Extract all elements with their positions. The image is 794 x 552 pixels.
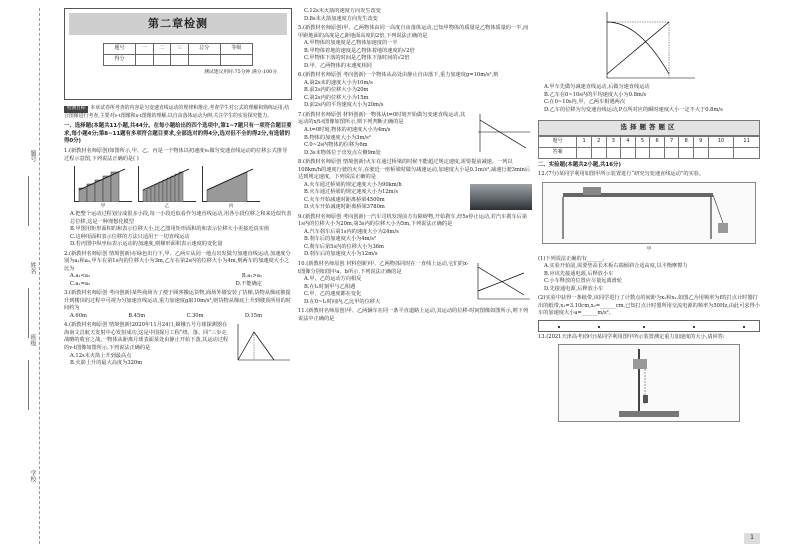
score-cell[interactable] — [188, 54, 220, 65]
q1-option-a[interactable]: A.把整个运动过程划分成很多小段,每一小段近似看作匀速直线运动,用各小段位移之和来近似代表总位移,这是一种理想化模型 — [70, 210, 292, 225]
paper-tape-svg — [539, 321, 759, 333]
margin-label-school: 学校 — [29, 470, 36, 482]
chapter-header — [64, 8, 292, 100]
page-number: 1 — [744, 533, 760, 544]
q7-option-c[interactable]: C.0~2s内物体的位移为6m — [304, 142, 368, 149]
question-9: 9.(新教材名师原创 考向创新)一汽车司机发现前方有障碍物,开始刹车,经5s停止运动,若汽车刹车后第1s内的位移大小为20m,第3s内的位移大小为5m,下列说法正确的是 — [298, 213, 528, 228]
score-header: 三 — [171, 43, 189, 54]
score-cell[interactable] — [136, 54, 154, 65]
q8-option-b[interactable]: B.火车通过桥梁的规定速度大小为12m/s — [304, 189, 399, 196]
answer-cell[interactable] — [591, 147, 606, 158]
score-header: 一 — [136, 43, 154, 54]
q11-option-a[interactable]: A.甲车先做匀减速直线运动,后做匀速直线运动 — [544, 84, 650, 90]
train-bridge-photo — [470, 184, 532, 210]
margin-label-name: 姓名 — [29, 262, 36, 274]
q8-option-c[interactable]: C.火车开始减速时距离桥梁4500m — [304, 196, 385, 203]
section-1-title: 一、选择题(本题共11小题,共44分。在每小题给出的四个选项中,第1~7题只有一项符合题目要求,每小题4分;第8~11题有多项符合题目要求,全部选对的得4分,选对但不全的得2分,有选错的得0分) — [64, 122, 292, 145]
answer-header: 1 — [577, 136, 592, 147]
answer-cell[interactable] — [679, 147, 694, 158]
q8-option-a[interactable]: A.火车通过桥梁的规定速度大小为90km/h — [304, 181, 402, 188]
answer-cell[interactable] — [621, 147, 636, 158]
q4-option-b[interactable]: B.火箭上升的最大高度为320m — [70, 360, 143, 367]
answer-cell[interactable] — [664, 147, 679, 158]
q10-option-b[interactable]: B.在t₁时刻甲与乙相遇 — [304, 283, 356, 290]
question-3: 3.(新教材名师原创 考向创新)某些商场为了便于顾客搬运货物,商场外墙安装了货梯,货物从梯底被提升到楼顶的过程中可视为匀加速直线运动,重力加速度g取10m/s²,则货物从梯底上升到楼顶所用的时间约为 — [64, 290, 291, 312]
answer-table — [538, 136, 760, 159]
q11-xt-graph — [599, 8, 699, 84]
score-row-label: 得分 — [104, 54, 136, 65]
answer-area-title: 选择题答题区 — [538, 120, 760, 135]
intro-text: 本章试卷所考查的内容是匀变速直线运动的规律和推论,考查学生对公式的理解和熟练运用;结合图像进行考查,主要对v-t图像和x-t图像的理解;以自由落体运动为例,关注学生的实验探究能力。 — [64, 105, 290, 119]
q6-option-a[interactable]: A.第2s末的速度大小为10m/s — [304, 79, 373, 86]
q10-option-d[interactable]: D.在0~t₁时间内,乙比甲的位移大 — [304, 298, 381, 305]
q1-option-b[interactable]: B.甲图用矩形面积的和表示位移大小,比乙图用矩形面积的和表示位移大小更接近真实值 — [70, 226, 270, 233]
q10-option-c[interactable]: C.甲、乙的速度都在变化 — [304, 291, 362, 298]
q11-option-d[interactable]: D.乙车的位移为匀变速直线运动,P点所对应的瞬时速度大小一定不大于0.8m/s — [544, 106, 723, 113]
fig-label: 乙 — [164, 204, 170, 210]
q1-option-c[interactable]: C.这种用面积表示位移的方法只适用于一切直线运动 — [70, 233, 190, 240]
time-info: 测试建议用时:75分钟 满分:100分 — [204, 69, 277, 75]
fig-label: 甲 — [100, 204, 106, 210]
q2-option-a[interactable]: A.a₁<a₂ — [70, 273, 91, 280]
question-5: 5.(新教材名师原创)甲、乙两物体由同一高度自由落体运动,已知甲物体的质量是乙物体质量的一半,而甲距地面的高度是乙距地面高度的2倍,下列说法正确的是 — [298, 25, 529, 39]
apparatus-svg — [543, 183, 753, 243]
score-header: 等级 — [220, 43, 252, 54]
score-cell[interactable] — [171, 54, 189, 65]
q4-option-c[interactable]: C.12s末火箭的速度方向发生改变 — [304, 8, 381, 14]
q4-vt-graph — [234, 322, 292, 364]
q12-option-c[interactable]: C.小车释放的位置应尽量远离滑轮 — [544, 278, 623, 285]
score-cell[interactable] — [153, 54, 171, 65]
answer-header: 2 — [591, 136, 606, 147]
q7-graph — [474, 112, 532, 154]
q12-option-d[interactable]: D.先接通电源,后释放小车 — [544, 285, 604, 292]
q3-option-b[interactable]: B.45m — [128, 312, 146, 319]
answer-row-label: 答案 — [539, 147, 577, 158]
question-13: 13.(2021天津高考)(9分)某同学利用图甲所示装置测定重力加速度的大小,请回答: — [538, 333, 725, 340]
answer-header: 11 — [734, 136, 760, 147]
margin-line — [28, 176, 29, 226]
cut-line — [39, 8, 40, 544]
question-11: 11.(新教材名师原创)甲、乙两辆车在同一条平直道路上运动,其运动的位移-时间图像如图所示,则下列说法中正确的是 — [298, 308, 529, 322]
q5-option-b[interactable]: B.甲物体着地的速度是乙物体着地的速度的√2倍 — [304, 47, 415, 54]
figure-bing-svg — [203, 166, 261, 202]
score-header: 题号 — [104, 43, 136, 54]
answer-header: 4 — [621, 136, 636, 147]
column-3 — [538, 8, 760, 538]
score-header: 二 — [153, 43, 171, 54]
margin-line — [28, 288, 29, 338]
answer-cell[interactable] — [577, 147, 592, 158]
q8-option-d[interactable]: D.火车开始减速时距离桥梁3780m — [304, 204, 385, 211]
question-2: 2.(新教材名师原创 情境创新)在绿色出行下,甲、乙两车从同一地点出发做匀加速直线运动,加速度分别为a₁和a₂,甲车在第1s内的位移大小为3m,乙车在第2s内的位移大小为4m,则两车的加速度大小之比为 — [64, 250, 291, 272]
q3-option-c[interactable]: C.30m — [186, 312, 204, 319]
margin-line — [28, 360, 29, 410]
q7-option-d[interactable]: D.3s末物体位于出发点左侧9m处 — [304, 149, 381, 156]
chapter-title: 第二章检测 — [69, 13, 287, 35]
q6-option-d[interactable]: D.前2s内的平均速度大小为20m/s — [304, 102, 384, 109]
figure-yi — [138, 166, 196, 202]
question-6: 6.(新教材名师原创 考向创新)一个物体从高处由静止自由落下,重力加速度g=10m/s²,则 — [298, 72, 499, 79]
column-1 — [64, 8, 292, 538]
q10-xt-graph — [474, 261, 532, 303]
answer-header: 8 — [679, 136, 694, 147]
answer-cell[interactable] — [734, 147, 760, 158]
answer-header: 10 — [708, 136, 734, 147]
q10-option-a[interactable]: A.甲、乙的运动方向相反 — [304, 276, 362, 283]
q1-figures — [74, 166, 292, 202]
answer-header: 9 — [693, 136, 708, 147]
q11-option-b[interactable]: B.乙车在0~10s内的平均速度大小为0.8m/s — [544, 91, 647, 98]
q1-option-d[interactable]: D.若丙图中纵坐标表示运动的加速度,则梯形面积表示速度的变化量 — [70, 241, 223, 248]
fig-label: 丙 — [228, 204, 234, 210]
column-2 — [298, 8, 532, 538]
q2-option-d[interactable]: D.不能确定 — [235, 280, 262, 287]
score-cell[interactable] — [220, 54, 252, 65]
q12-apparatus-figure — [542, 182, 756, 244]
answer-header: 5 — [635, 136, 650, 147]
q5-option-d[interactable]: D.甲、乙两物体的末速度相同 — [304, 62, 372, 69]
q9-option-a[interactable]: A.汽车刹车后第1s内的速度大小为24m/s — [304, 228, 399, 235]
paper-tape — [538, 320, 760, 332]
intro — [64, 105, 292, 120]
answer-cell[interactable] — [708, 147, 734, 158]
q7-option-b[interactable]: B.物体的加速度大小为3m/s² — [304, 134, 371, 141]
question-4: 4.(新教材名师原创 情境创新)2020年11月24日,嫦娥五号月球探测器在海南文昌航天发射中心发射成功,这是中国探月工程“绕、落、回”三步走战略的收官之战,一物体从距离月球表面某处由静止开始下落,其运动过程的v-t图像如图所示,下列说法正确的是 — [64, 322, 229, 351]
answer-header: 6 — [650, 136, 665, 147]
answer-cell[interactable] — [693, 147, 708, 158]
q7-option-a[interactable]: A.t=0时刻,物体的初速度大小为4m/s — [304, 126, 391, 133]
margin-label-class: 班级 — [29, 334, 36, 346]
q6-option-c[interactable]: C.第2s内的位移大小为15m — [304, 94, 369, 101]
question-12: 12.(7分)某同学利用如图甲所示装置进行“研究匀变速直线运动”的实验。 — [538, 171, 705, 178]
q3-options-row — [64, 313, 292, 321]
question-8: 8.(新教材名师原创 情境创新)火车在通过桥梁的时候不能超过规定速度,需要提前减速。一列以108km/h的速度行驶的火车,在驶近一座桥梁时做匀减速运动,加速度大小是0.1m/s²,减速行驶3min后达到规定速度。下列说法正确的是 — [298, 159, 531, 181]
q5-option-a[interactable]: A.甲物体的加速度是乙物体加速度的一半 — [304, 40, 398, 47]
answer-header: 7 — [664, 136, 679, 147]
figure-bing — [202, 166, 260, 202]
q13-apparatus-svg — [559, 345, 739, 421]
q2-option-c[interactable]: C.a₁=a₂ — [70, 280, 91, 287]
answer-header: 3 — [606, 136, 621, 147]
q9-option-b[interactable]: B.刹车后的加速度大小为4m/s² — [304, 236, 377, 243]
answer-cell[interactable] — [635, 147, 650, 158]
binding-margin — [0, 0, 60, 552]
question-10: 10.(新教材名师原创 材料创新)甲、乙两物体同时在一直线上运动,它们的x-t图像分别如图中a、b所示,下列说法正确的是 — [298, 261, 469, 275]
score-header: 总分 — [188, 43, 220, 54]
q5-option-c[interactable]: C.甲物体下落的时间是乙物体下落时间的√2倍 — [304, 55, 410, 62]
q3-option-d[interactable]: D.15m — [244, 312, 262, 319]
q9-option-d[interactable]: D.刹车后的加速度大小为12m/s — [304, 251, 378, 258]
figure-jia-svg — [75, 166, 133, 202]
section-2-title: 二、实验题(本题共2小题,共16分) — [538, 161, 621, 168]
q9-option-c[interactable]: C.刹车后第5s内的位移大小为36m — [304, 243, 384, 250]
answer-header: 题号 — [539, 136, 577, 147]
q12-part-1: (1)下列说法正确的有______。 — [538, 255, 608, 262]
q12-figure-label: 甲 — [646, 246, 652, 252]
q6-option-b[interactable]: B.前2s内的位移大小为20m — [304, 87, 369, 94]
q12-part-2: (2)实验中获得一条纸带,该同学进行了计数点的间距为x₁和x₂,如图乙为用频率为f的打点计时器打出的纸带,x₁=3.10cm,x₂=______cm,已知打点计时器所用交流电源的频率为50Hz,由此可求得小车的加速度大小a=______m/s²。 — [538, 295, 760, 317]
intro-badge: 检测目标 — [64, 106, 88, 113]
q2-option-b[interactable]: B.a₁>a₂ — [241, 273, 262, 280]
score-table — [103, 43, 253, 66]
q3-option-a[interactable]: A.60m — [70, 312, 87, 319]
q2-options-row — [64, 273, 292, 281]
margin-label-number: 题号 — [29, 150, 36, 162]
q12-option-b[interactable]: B.应该先接通电源,后释放小车 — [544, 270, 614, 277]
q2-options-row — [64, 281, 292, 289]
q1-figure-labels — [74, 204, 292, 211]
q12-option-a[interactable]: A.实验开始前,需要垫高长木板右端倾斜合适高度,以平衡摩擦力 — [544, 263, 688, 270]
figure-yi-svg — [139, 166, 197, 202]
answer-cell[interactable] — [650, 147, 665, 158]
answer-cell[interactable] — [606, 147, 621, 158]
question-7: 7.(新教材名师原创 材料创新)一物体从t=0时刻开始做匀变速直线运动,其运动的x/t-t图像如图所示,则下列判断正确的是 — [298, 111, 466, 126]
q4-option-a[interactable]: A.12s末火箭上升到最高点 — [70, 352, 132, 359]
question-1: 1.(新教材名师原创)如图所示,甲、乙、丙是一个物体以初速度v₀做匀变速直线运动的位移公式推导过程示意图,下列说法正确的是( ) — [64, 148, 288, 162]
q4-option-d[interactable]: D.8s末火箭加速度方向发生改变 — [304, 15, 378, 22]
q13-apparatus-figure — [558, 344, 740, 422]
figure-jia — [74, 166, 132, 202]
q11-option-c[interactable]: C.在0~10s内,甲、乙两车相遇两次 — [544, 99, 626, 106]
